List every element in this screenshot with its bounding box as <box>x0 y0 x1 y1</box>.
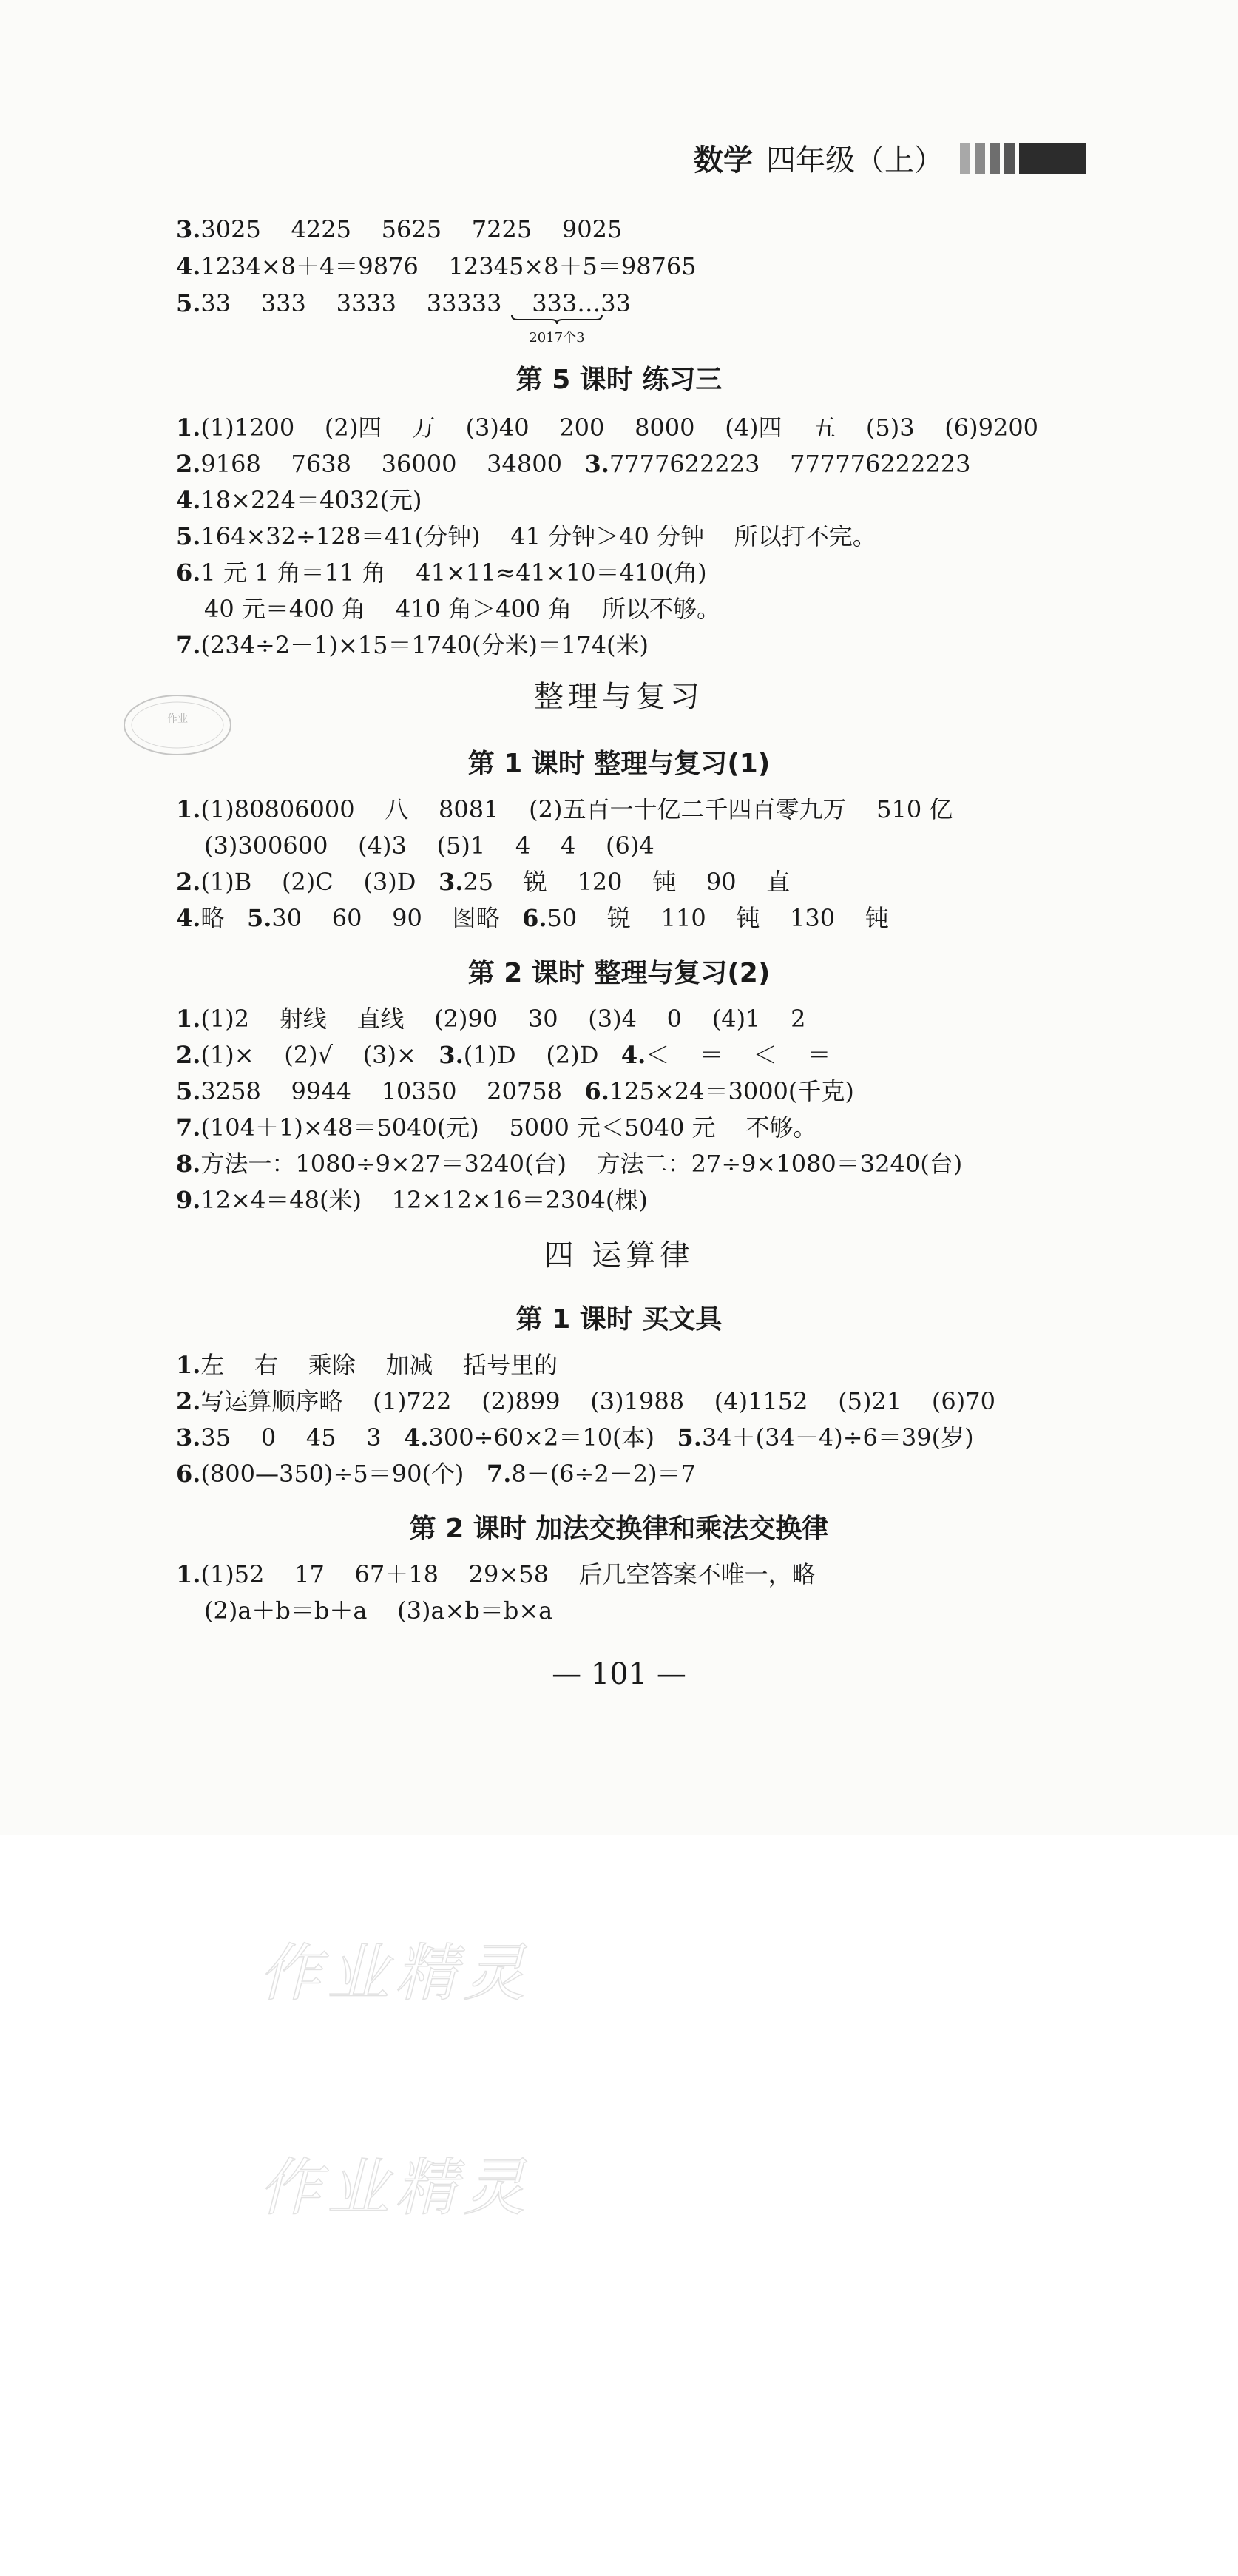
answer-line: 1.(1)52 17 67＋18 29×58 后几空答案不唯一，略 <box>176 1560 816 1588</box>
watermark: 作业精灵 <box>259 1937 532 2009</box>
answer-line: 4.略 5.30 60 90 图略 6.50 锐 110 钝 130 钝 <box>176 904 889 932</box>
lesson-title: 第 1 课时 整理与复习(1) <box>467 749 771 779</box>
page-number: — 101 — <box>552 1657 686 1691</box>
answer-line: 40 元＝400 角 410 角＞400 角 所以不够。 <box>204 595 721 623</box>
answer-line: 3.3025 4225 5625 7225 9025 <box>176 215 623 243</box>
stamp-label: 作业 <box>167 713 188 725</box>
answer-line: 2.(1)× (2)√ (3)× 3.(1)D (2)D 4.＜ ＝ ＜ ＝ <box>176 1041 831 1069</box>
answer-line: 1.(1)1200 (2)四 万 (3)40 200 8000 (4)四 五 (5)3 (6)9200 <box>176 414 1039 442</box>
page-header <box>694 137 1086 179</box>
answer-line: 8.方法一：1080÷9×27＝3240(台) 方法二：27÷9×1080＝3240(台) <box>176 1150 963 1178</box>
answer-line: 5.164×32÷128＝41(分钟) 41 分钟＞40 分钟 所以打不完。 <box>176 522 876 550</box>
watermark: 作业精灵 <box>259 2151 532 2224</box>
lesson-title: 第 2 课时 整理与复习(2) <box>467 958 771 988</box>
section-title: 四 运算律 <box>544 1238 694 1272</box>
answer-line: 1.左 右 乘除 加减 括号里的 <box>176 1351 558 1379</box>
answer-line: 5.33 333 3333 33333 333…33 <box>176 289 631 317</box>
answer-line: 2.(1)B (2)C (3)D 3.25 锐 120 钝 90 直 <box>176 868 791 896</box>
lesson-title: 第 5 课时 练习三 <box>515 365 723 395</box>
answer-line: 2.写运算顺序略 (1)722 (2)899 (3)1988 (4)1152 (5)21 (6)70 <box>176 1387 995 1415</box>
answer-line: 6.1 元 1 角＝11 角 41×11≈41×10＝410(角) <box>176 559 707 587</box>
answer-line: 5.3258 9944 10350 20758 6.125×24＝3000(千克) <box>176 1077 854 1105</box>
header-bar <box>960 143 970 174</box>
lesson-title: 第 1 课时 买文具 <box>515 1304 723 1335</box>
answer-line: 9.12×4＝48(米) 12×12×16＝2304(棵) <box>176 1186 648 1214</box>
answer-line: 7.(104＋1)×48＝5040(元) 5000 元＜5040 元 不够。 <box>176 1113 817 1142</box>
answer-line: 1.(1)2 射线 直线 (2)90 30 (3)4 0 (4)1 2 <box>176 1005 806 1033</box>
answer-line: 7.(234÷2－1)×15＝1740(分米)＝174(米) <box>176 631 649 659</box>
answer-line: (3)300600 (4)3 (5)1 4 4 (6)4 <box>204 832 654 860</box>
lesson-title: 第 2 课时 加法交换律和乘法交换律 <box>409 1514 829 1544</box>
header-grade: 四年级（上） <box>766 144 944 178</box>
header-subject: 数学 <box>694 144 753 178</box>
header-bar <box>975 143 985 174</box>
underbrace-icon <box>509 314 605 326</box>
header-bar <box>1004 143 1015 174</box>
answer-line: (2)a＋b＝b＋a (3)a×b＝b×a <box>204 1596 553 1625</box>
answer-line: 1.(1)80806000 八 8081 (2)五百一十亿二千四百零九万 510 亿 <box>176 795 953 823</box>
answer-line: 4.18×224＝4032(元) <box>176 486 422 514</box>
answer-line: 2.9168 7638 36000 34800 3.7777622223 777776222223 <box>176 450 971 478</box>
repeating-number: 333…33 <box>532 289 631 317</box>
header-decoration-bars <box>960 143 1086 174</box>
header-bar <box>990 143 1000 174</box>
answer-line: 6.(800—350)÷5＝90(个) 7.8－(6÷2－2)＝7 <box>176 1460 696 1488</box>
answer-line: 3.35 0 45 3 4.300÷60×2＝10(本) 5.34＋(34－4)÷6＝39(岁) <box>176 1423 974 1451</box>
answer-line: 4.1234×8＋4＝9876 12345×8＋5＝98765 <box>176 252 697 280</box>
header-bar-block <box>1019 143 1086 174</box>
brace-annotation <box>509 314 605 346</box>
section-title: 整理与复习 <box>534 680 704 714</box>
brace-label: 2017个3 <box>529 330 585 345</box>
